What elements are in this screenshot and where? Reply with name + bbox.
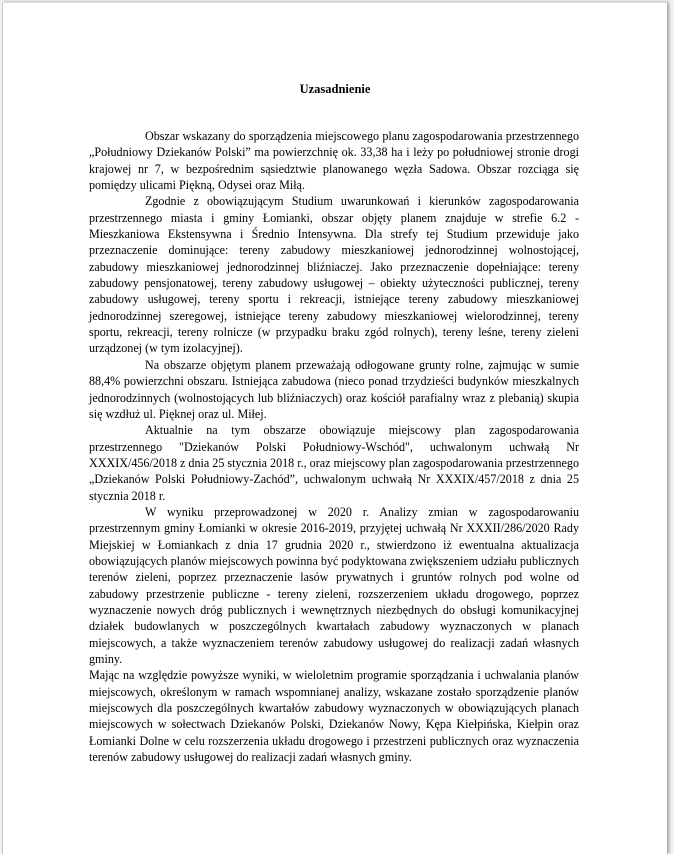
paragraph-analysis-results: W wyniku przeprowadzonej w 2020 r. Analizy zmian w zagospodarowaniu przestrzennym gminy Łomianki w okresie 2016-2019, przyjętej uchwałą Nr XXXII/286/2020 Rady Miejskiej w Łomiankach z dnia 17 grudnia 2020 r., stwierdzono iż ewentualna aktualizacja obowiązujących planów miejscowych powinna być podyktowana zwiększeniem udziału publicznych terenów zieleni, poprzez przeznaczenie lasów prywatnych i gruntów rolnych pod wolne od zabudowy przestrzenie publiczne - tereny zieleni, rozszerzeniem układu drogowego, poprzez wyznaczenie nowych dróg publicznych i wewnętrznych niezbędnych do obsługi komunikacyjnej działek budowlanych w poszczególnych kwartałach zabudowy wyznaczonych w planach miejscowych, a także wyznaczeniem terenów zabudowy usługowej do realizacji zadań własnych gminy. [89,504,579,666]
paragraph-land-use: Na obszarze objętym planem przeważają odłogowane grunty rolne, zajmując w sumie 88,4% powierzchni obszaru. Istniejąca zabudowa (nieco ponad trzydzieści budynków mieszkalnych jednorodzinnych (wolnostojących lub bliźniaczych) oraz kościół parafialny wraz z plebanią) skupia się wzdłuż ul. Pięknej oraz ul. Miłej. [89,357,579,421]
document-page [2,2,667,854]
paragraph-study-designation: Zgodnie z obowiązującym Studium uwarunkowań i kierunków zagospodarowania przestrzennego miasta i gminy Łomianki, obszar objęty planem znajduje w strefie 6.2 - Mieszkaniowa Ekstensywna i Średnio Intensywna. Dla strefy tej Studium przewiduje jako przeznaczenie dominujące: tereny zabudowy mieszkaniowej jednorodzinnej wolnostojącej, zabudowy mieszkaniowej jednorodzinnej bliźniaczej. Jako przeznaczenie dopełniające: tereny zabudowy pensjonatowej, tereny zabudowy usługowej – obiekty użyteczności publicznej, tereny zabudowy usługowej, tereny sportu i rekreacji, istniejące tereny zabudowy mieszkaniowej jednorodzinnej szeregowej, istniejące tereny zabudowy mieszkaniowej wielorodzinnej, tereny sportu, rekreacji, tereny rolnicze (w przypadku braku zgód rolnych), tereny leśne, tereny zieleni urządzonej (w tym izolacyjnej). [89,194,579,356]
document-body [89,128,579,765]
document-title: Uzasadnienie [299,82,371,96]
paragraph-area-description: Obszar wskazany do sporządzenia miejscowego planu zagospodarowania przestrzennego „Południowy Dziekanów Polski” ma powierzchnię ok. 33,38 ha i leży po południowej stronie drogi krajowej nr 7, w bezpośrednim sąsiedztwie planowanego węzła Sadowa. Obszar rozciąga się pomiędzy ulicami Piękną, Odysei oraz Miłą. [89,129,579,193]
paragraph-current-plans: Aktualnie na tym obszarze obowiązuje miejscowy plan zagospodarowania przestrzennego "Dziekanów Polski Południowy-Wschód", uchwalonym uchwałą Nr XXXIX/456/2018 z dnia 25 stycznia 2018 r., oraz miejscowy plan zagospodarowania przestrzennego „Dziekanów Polski Południowy-Zachód”, uchwalonym uchwałą Nr XXXIX/457/2018 z dnia 25 stycznia 2018 r. [89,423,579,503]
paragraph-conclusion: Mając na względzie powyższe wyniki, w wieloletnim programie sporządzania i uchwalania planów miejscowych, określonym w ramach wspomnianej analizy, wskazane zostało sporządzenie planów miejscowych dla poszczególnych kwartałów zabudowy wyznaczonych w obowiązujących planach miejscowych w sołectwach Dziekanów Polski, Dziekanów Nowy, Kępa Kiełpińska, Kiełpin oraz Łomianki Dolne w celu rozszerzenia układu drogowego i przestrzeni publicznych oraz wyznaczenia terenów zabudowy usługowej do realizacji zadań własnych gminy. [89,668,579,765]
